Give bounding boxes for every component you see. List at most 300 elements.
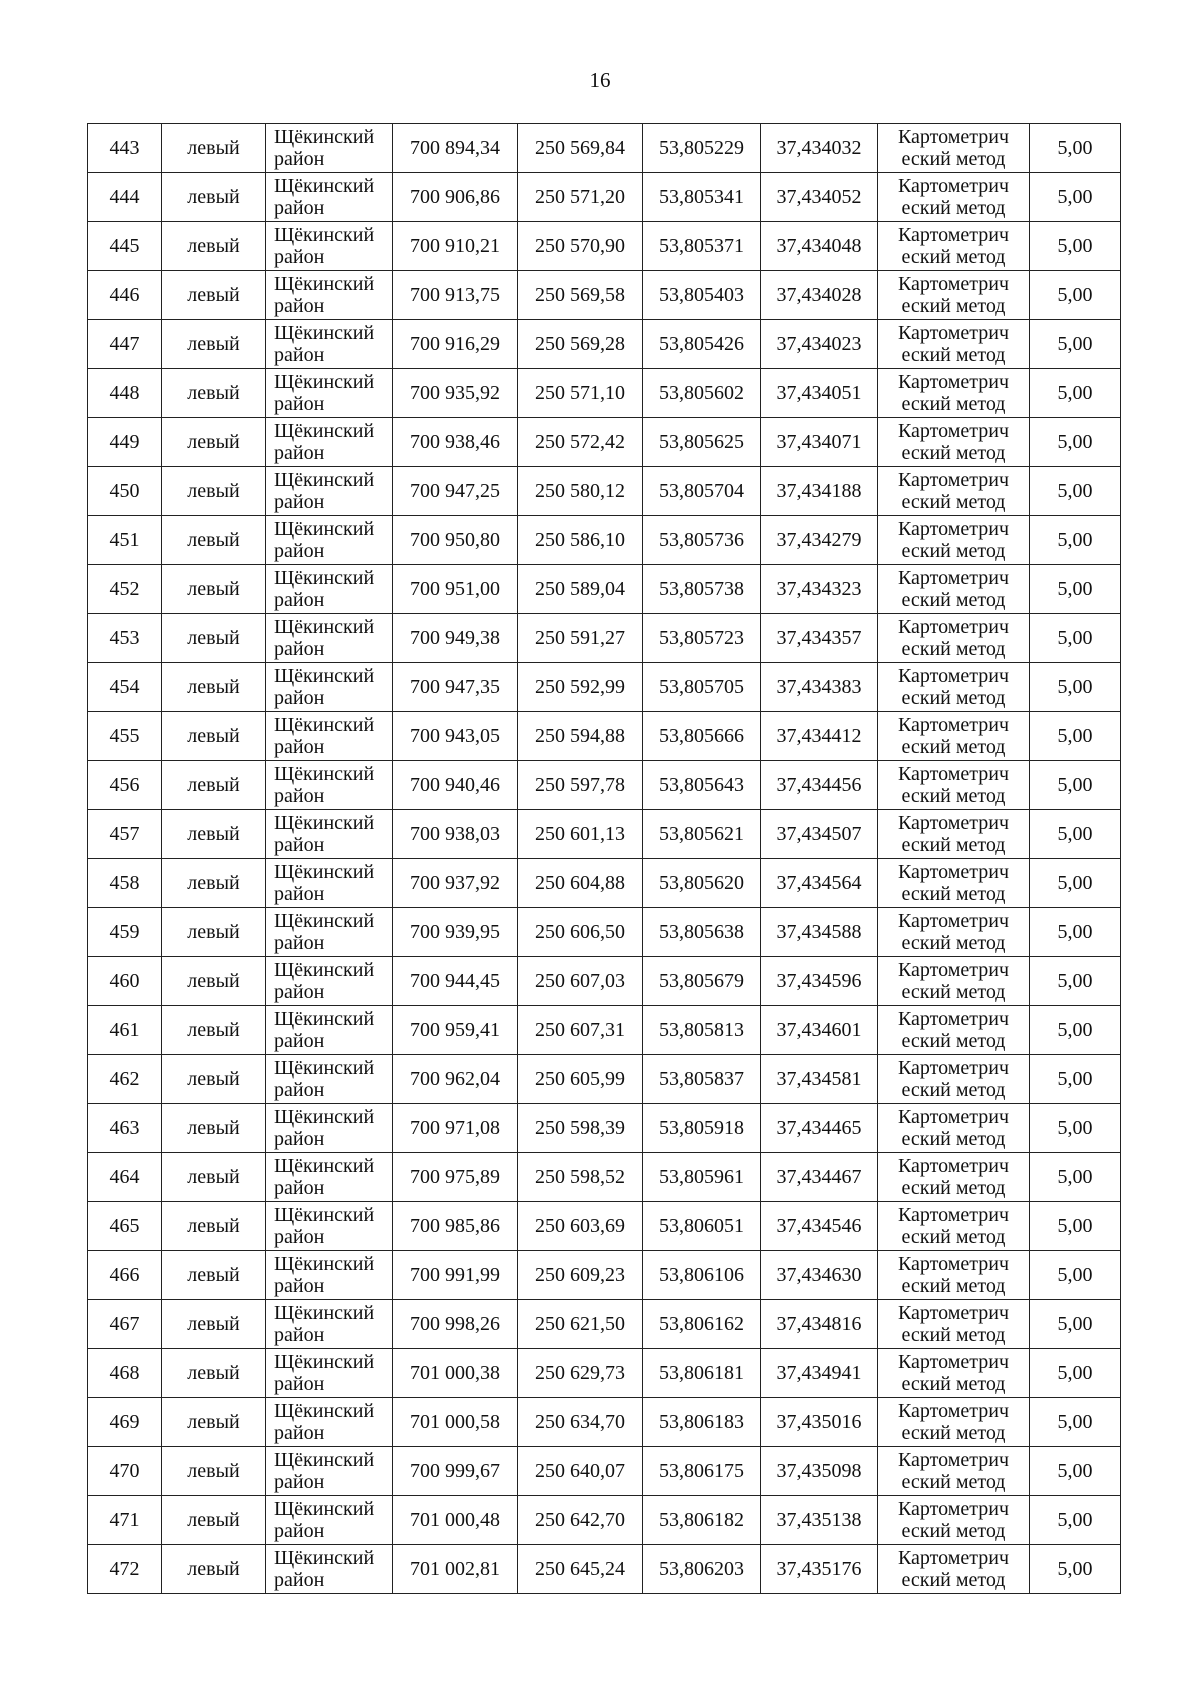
latitude-cell: 53,805229 — [643, 124, 761, 173]
latitude-cell: 53,805403 — [643, 271, 761, 320]
district-line: Щёкинский — [274, 126, 375, 148]
district-line: район — [274, 785, 325, 807]
accuracy-cell: 5,00 — [1030, 1055, 1121, 1104]
latitude-cell: 53,805837 — [643, 1055, 761, 1104]
method-line: Картометрич — [897, 616, 1010, 638]
district-line: Щёкинский — [274, 322, 375, 344]
longitude-cell: 37,434588 — [761, 908, 878, 957]
side-cell: левый — [162, 908, 266, 957]
method-line: Картометрич — [897, 1106, 1010, 1128]
longitude-cell: 37,434028 — [761, 271, 878, 320]
district-line: район — [274, 344, 325, 366]
point-number-cell: 445 — [88, 222, 162, 271]
longitude-cell: 37,434052 — [761, 173, 878, 222]
latitude-cell: 53,805620 — [643, 859, 761, 908]
latitude-cell: 53,805738 — [643, 565, 761, 614]
method-line: Картометрич — [897, 420, 1010, 442]
method-cell — [878, 663, 1030, 712]
longitude-cell: 37,434357 — [761, 614, 878, 663]
district-cell — [266, 908, 393, 957]
point-number-cell: 450 — [88, 467, 162, 516]
district-line: район — [274, 883, 325, 905]
district-cell — [266, 1545, 393, 1594]
method-line: Картометрич — [897, 1155, 1010, 1177]
accuracy-cell: 5,00 — [1030, 1202, 1121, 1251]
method-cell — [878, 516, 1030, 565]
page-number: 16 — [589, 68, 611, 92]
y-coordinate-cell: 250 592,99 — [518, 663, 643, 712]
district-line: Щёкинский — [274, 665, 375, 687]
longitude-cell: 37,434467 — [761, 1153, 878, 1202]
district-line: район — [274, 393, 325, 415]
x-coordinate-cell: 700 962,04 — [393, 1055, 518, 1104]
district-cell — [266, 173, 393, 222]
point-number-cell: 449 — [88, 418, 162, 467]
district-line: Щёкинский — [274, 420, 375, 442]
point-number-cell: 447 — [88, 320, 162, 369]
side-cell: левый — [162, 1300, 266, 1349]
method-line: Картометрич — [897, 1547, 1010, 1569]
method-line: Картометрич — [897, 469, 1010, 491]
district-line: район — [274, 1128, 325, 1150]
method-line: Картометрич — [897, 910, 1010, 932]
accuracy-cell: 5,00 — [1030, 271, 1121, 320]
y-coordinate-cell: 250 607,03 — [518, 957, 643, 1006]
x-coordinate-cell: 700 943,05 — [393, 712, 518, 761]
longitude-cell: 37,435016 — [761, 1398, 878, 1447]
y-coordinate-cell: 250 605,99 — [518, 1055, 643, 1104]
longitude-cell: 37,434412 — [761, 712, 878, 761]
accuracy-cell: 5,00 — [1030, 418, 1121, 467]
table-row — [88, 614, 1121, 663]
district-line: район — [274, 687, 325, 709]
longitude-cell: 37,435098 — [761, 1447, 878, 1496]
method-line: Картометрич — [897, 1204, 1010, 1226]
method-line: Картометрич — [897, 273, 1010, 295]
district-line: Щёкинский — [274, 763, 375, 785]
side-cell: левый — [162, 712, 266, 761]
method-cell — [878, 859, 1030, 908]
point-number-cell: 469 — [88, 1398, 162, 1447]
method-cell — [878, 565, 1030, 614]
district-cell — [266, 859, 393, 908]
side-cell: левый — [162, 516, 266, 565]
y-coordinate-cell: 250 569,58 — [518, 271, 643, 320]
side-cell: левый — [162, 467, 266, 516]
district-line: Щёкинский — [274, 1057, 375, 1079]
longitude-cell: 37,434941 — [761, 1349, 878, 1398]
x-coordinate-cell: 700 939,95 — [393, 908, 518, 957]
method-line: еский метод — [901, 589, 1006, 611]
latitude-cell: 53,805602 — [643, 369, 761, 418]
table-body — [88, 124, 1121, 1594]
side-cell: левый — [162, 1055, 266, 1104]
method-line: еский метод — [901, 932, 1006, 954]
y-coordinate-cell: 250 634,70 — [518, 1398, 643, 1447]
method-cell — [878, 1251, 1030, 1300]
x-coordinate-cell: 700 913,75 — [393, 271, 518, 320]
district-line: район — [274, 491, 325, 513]
table-row — [88, 761, 1121, 810]
y-coordinate-cell: 250 570,90 — [518, 222, 643, 271]
x-coordinate-cell: 700 935,92 — [393, 369, 518, 418]
side-cell: левый — [162, 1545, 266, 1594]
x-coordinate-cell: 700 951,00 — [393, 565, 518, 614]
side-cell: левый — [162, 614, 266, 663]
method-cell — [878, 1300, 1030, 1349]
district-line: Щёкинский — [274, 714, 375, 736]
district-line: район — [274, 295, 325, 317]
y-coordinate-cell: 250 597,78 — [518, 761, 643, 810]
point-number-cell: 452 — [88, 565, 162, 614]
latitude-cell: 53,805625 — [643, 418, 761, 467]
table-row — [88, 516, 1121, 565]
table-row — [88, 369, 1121, 418]
method-line: Картометрич — [897, 1008, 1010, 1030]
district-line: Щёкинский — [274, 1547, 375, 1569]
district-cell — [266, 810, 393, 859]
district-cell — [266, 320, 393, 369]
y-coordinate-cell: 250 645,24 — [518, 1545, 643, 1594]
x-coordinate-cell: 700 998,26 — [393, 1300, 518, 1349]
district-cell — [266, 1153, 393, 1202]
table-row — [88, 859, 1121, 908]
method-line: еский метод — [901, 1569, 1006, 1591]
y-coordinate-cell: 250 598,52 — [518, 1153, 643, 1202]
accuracy-cell: 5,00 — [1030, 859, 1121, 908]
longitude-cell: 37,434816 — [761, 1300, 878, 1349]
y-coordinate-cell: 250 586,10 — [518, 516, 643, 565]
method-line: еский метод — [901, 1177, 1006, 1199]
table-row — [88, 320, 1121, 369]
x-coordinate-cell: 700 940,46 — [393, 761, 518, 810]
x-coordinate-cell: 700 999,67 — [393, 1447, 518, 1496]
table-row — [88, 1447, 1121, 1496]
point-number-cell: 451 — [88, 516, 162, 565]
district-line: Щёкинский — [274, 1155, 375, 1177]
table-row — [88, 565, 1121, 614]
district-line: район — [274, 1471, 325, 1493]
district-cell — [266, 516, 393, 565]
method-cell — [878, 712, 1030, 761]
longitude-cell: 37,434323 — [761, 565, 878, 614]
side-cell: левый — [162, 1447, 266, 1496]
district-cell — [266, 1496, 393, 1545]
point-number-cell: 453 — [88, 614, 162, 663]
district-line: Щёкинский — [274, 1351, 375, 1373]
district-line: район — [274, 1030, 325, 1052]
method-cell — [878, 369, 1030, 418]
y-coordinate-cell: 250 594,88 — [518, 712, 643, 761]
district-line: район — [274, 1373, 325, 1395]
y-coordinate-cell: 250 598,39 — [518, 1104, 643, 1153]
table-row — [88, 1104, 1121, 1153]
table-row — [88, 663, 1121, 712]
side-cell: левый — [162, 369, 266, 418]
district-line: Щёкинский — [274, 1008, 375, 1030]
table-row — [88, 271, 1121, 320]
method-line: еский метод — [901, 1079, 1006, 1101]
accuracy-cell: 5,00 — [1030, 957, 1121, 1006]
district-line: район — [274, 1079, 325, 1101]
longitude-cell: 37,435176 — [761, 1545, 878, 1594]
latitude-cell: 53,805341 — [643, 173, 761, 222]
y-coordinate-cell: 250 603,69 — [518, 1202, 643, 1251]
point-number-cell: 465 — [88, 1202, 162, 1251]
table-row — [88, 418, 1121, 467]
method-line: еский метод — [901, 1226, 1006, 1248]
accuracy-cell: 5,00 — [1030, 1153, 1121, 1202]
y-coordinate-cell: 250 642,70 — [518, 1496, 643, 1545]
district-cell — [266, 761, 393, 810]
table-row — [88, 1496, 1121, 1545]
accuracy-cell: 5,00 — [1030, 810, 1121, 859]
latitude-cell: 53,806181 — [643, 1349, 761, 1398]
point-number-cell: 459 — [88, 908, 162, 957]
y-coordinate-cell: 250 604,88 — [518, 859, 643, 908]
district-line: Щёкинский — [274, 469, 375, 491]
table-row — [88, 1006, 1121, 1055]
y-coordinate-cell: 250 606,50 — [518, 908, 643, 957]
x-coordinate-cell: 700 906,86 — [393, 173, 518, 222]
point-number-cell: 464 — [88, 1153, 162, 1202]
y-coordinate-cell: 250 571,20 — [518, 173, 643, 222]
table-row — [88, 1545, 1121, 1594]
district-line: Щёкинский — [274, 1253, 375, 1275]
method-cell — [878, 1496, 1030, 1545]
y-coordinate-cell: 250 601,13 — [518, 810, 643, 859]
method-line: Картометрич — [897, 224, 1010, 246]
district-cell — [266, 369, 393, 418]
x-coordinate-cell: 700 938,03 — [393, 810, 518, 859]
latitude-cell: 53,805371 — [643, 222, 761, 271]
method-line: еский метод — [901, 736, 1006, 758]
y-coordinate-cell: 250 629,73 — [518, 1349, 643, 1398]
district-cell — [266, 663, 393, 712]
table-row — [88, 173, 1121, 222]
side-cell: левый — [162, 1202, 266, 1251]
side-cell: левый — [162, 859, 266, 908]
accuracy-cell: 5,00 — [1030, 1300, 1121, 1349]
table-row — [88, 1300, 1121, 1349]
district-line: район — [274, 442, 325, 464]
method-line: еский метод — [901, 883, 1006, 905]
side-cell: левый — [162, 565, 266, 614]
method-cell — [878, 1153, 1030, 1202]
district-line: Щёкинский — [274, 959, 375, 981]
district-line: район — [274, 148, 325, 170]
side-cell: левый — [162, 222, 266, 271]
method-cell — [878, 810, 1030, 859]
method-cell — [878, 1055, 1030, 1104]
method-line: Картометрич — [897, 763, 1010, 785]
district-cell — [266, 467, 393, 516]
district-line: Щёкинский — [274, 812, 375, 834]
accuracy-cell: 5,00 — [1030, 1545, 1121, 1594]
method-line: еский метод — [901, 540, 1006, 562]
district-line: Щёкинский — [274, 1498, 375, 1520]
accuracy-cell: 5,00 — [1030, 124, 1121, 173]
method-line: Картометрич — [897, 371, 1010, 393]
table-row — [88, 1349, 1121, 1398]
method-line: еский метод — [901, 785, 1006, 807]
district-cell — [266, 1398, 393, 1447]
district-line: Щёкинский — [274, 910, 375, 932]
district-line: Щёкинский — [274, 273, 375, 295]
district-line: район — [274, 1324, 325, 1346]
side-cell: левый — [162, 320, 266, 369]
point-number-cell: 466 — [88, 1251, 162, 1300]
table-row — [88, 467, 1121, 516]
district-line: Щёкинский — [274, 175, 375, 197]
method-line: еский метод — [901, 393, 1006, 415]
district-cell — [266, 957, 393, 1006]
accuracy-cell: 5,00 — [1030, 222, 1121, 271]
longitude-cell: 37,434465 — [761, 1104, 878, 1153]
method-line: еский метод — [901, 834, 1006, 856]
point-number-cell: 468 — [88, 1349, 162, 1398]
method-cell — [878, 173, 1030, 222]
latitude-cell: 53,806183 — [643, 1398, 761, 1447]
side-cell: левый — [162, 1349, 266, 1398]
district-line: Щёкинский — [274, 1400, 375, 1422]
x-coordinate-cell: 700 944,45 — [393, 957, 518, 1006]
table-row — [88, 957, 1121, 1006]
accuracy-cell: 5,00 — [1030, 1104, 1121, 1153]
method-line: еский метод — [901, 1373, 1006, 1395]
longitude-cell: 37,434564 — [761, 859, 878, 908]
x-coordinate-cell: 700 950,80 — [393, 516, 518, 565]
method-cell — [878, 614, 1030, 663]
point-number-cell: 443 — [88, 124, 162, 173]
district-cell — [266, 1251, 393, 1300]
point-number-cell: 461 — [88, 1006, 162, 1055]
longitude-cell: 37,434048 — [761, 222, 878, 271]
y-coordinate-cell: 250 589,04 — [518, 565, 643, 614]
method-line: Картометрич — [897, 175, 1010, 197]
latitude-cell: 53,805736 — [643, 516, 761, 565]
latitude-cell: 53,805621 — [643, 810, 761, 859]
method-line: еский метод — [901, 638, 1006, 660]
method-line: еский метод — [901, 1471, 1006, 1493]
side-cell: левый — [162, 124, 266, 173]
latitude-cell: 53,806106 — [643, 1251, 761, 1300]
longitude-cell: 37,434383 — [761, 663, 878, 712]
point-number-cell: 446 — [88, 271, 162, 320]
coordinates-table — [87, 123, 1121, 1594]
district-line: Щёкинский — [274, 1204, 375, 1226]
accuracy-cell: 5,00 — [1030, 614, 1121, 663]
table-row — [88, 1251, 1121, 1300]
longitude-cell: 37,434596 — [761, 957, 878, 1006]
method-cell — [878, 1202, 1030, 1251]
latitude-cell: 53,805961 — [643, 1153, 761, 1202]
method-cell — [878, 320, 1030, 369]
side-cell: левый — [162, 957, 266, 1006]
method-line: Картометрич — [897, 1498, 1010, 1520]
district-line: район — [274, 834, 325, 856]
longitude-cell: 37,434032 — [761, 124, 878, 173]
y-coordinate-cell: 250 607,31 — [518, 1006, 643, 1055]
x-coordinate-cell: 700 894,34 — [393, 124, 518, 173]
accuracy-cell: 5,00 — [1030, 467, 1121, 516]
method-line: еский метод — [901, 295, 1006, 317]
accuracy-cell: 5,00 — [1030, 320, 1121, 369]
longitude-cell: 37,434507 — [761, 810, 878, 859]
side-cell: левый — [162, 761, 266, 810]
method-line: Картометрич — [897, 812, 1010, 834]
method-cell — [878, 1545, 1030, 1594]
side-cell: левый — [162, 1153, 266, 1202]
longitude-cell: 37,434581 — [761, 1055, 878, 1104]
method-line: еский метод — [901, 1128, 1006, 1150]
district-cell — [266, 614, 393, 663]
table-row — [88, 1398, 1121, 1447]
point-number-cell: 470 — [88, 1447, 162, 1496]
accuracy-cell: 5,00 — [1030, 565, 1121, 614]
latitude-cell: 53,806182 — [643, 1496, 761, 1545]
method-line: Картометрич — [897, 1302, 1010, 1324]
table-row — [88, 124, 1121, 173]
side-cell: левый — [162, 173, 266, 222]
x-coordinate-cell: 700 947,25 — [393, 467, 518, 516]
x-coordinate-cell: 700 938,46 — [393, 418, 518, 467]
method-line: еский метод — [901, 344, 1006, 366]
method-cell — [878, 1447, 1030, 1496]
x-coordinate-cell: 701 000,48 — [393, 1496, 518, 1545]
district-line: район — [274, 589, 325, 611]
method-line: еский метод — [901, 687, 1006, 709]
district-line: район — [274, 540, 325, 562]
point-number-cell: 456 — [88, 761, 162, 810]
accuracy-cell: 5,00 — [1030, 712, 1121, 761]
method-line: Картометрич — [897, 665, 1010, 687]
y-coordinate-cell: 250 572,42 — [518, 418, 643, 467]
side-cell: левый — [162, 1398, 266, 1447]
method-line: еский метод — [901, 1422, 1006, 1444]
accuracy-cell: 5,00 — [1030, 1006, 1121, 1055]
district-line: район — [274, 1177, 325, 1199]
method-cell — [878, 418, 1030, 467]
side-cell: левый — [162, 418, 266, 467]
x-coordinate-cell: 700 910,21 — [393, 222, 518, 271]
district-line: Щёкинский — [274, 861, 375, 883]
district-line: Щёкинский — [274, 567, 375, 589]
x-coordinate-cell: 700 991,99 — [393, 1251, 518, 1300]
side-cell: левый — [162, 810, 266, 859]
district-line: Щёкинский — [274, 1449, 375, 1471]
longitude-cell: 37,434279 — [761, 516, 878, 565]
district-line: Щёкинский — [274, 1106, 375, 1128]
accuracy-cell: 5,00 — [1030, 761, 1121, 810]
district-line: район — [274, 1226, 325, 1248]
longitude-cell: 37,434601 — [761, 1006, 878, 1055]
method-line: Картометрич — [897, 1400, 1010, 1422]
district-line: Щёкинский — [274, 616, 375, 638]
side-cell: левый — [162, 1006, 266, 1055]
longitude-cell: 37,434071 — [761, 418, 878, 467]
method-line: еский метод — [901, 246, 1006, 268]
point-number-cell: 458 — [88, 859, 162, 908]
point-number-cell: 463 — [88, 1104, 162, 1153]
district-line: район — [274, 197, 325, 219]
district-cell — [266, 712, 393, 761]
district-cell — [266, 1349, 393, 1398]
method-line: Картометрич — [897, 518, 1010, 540]
y-coordinate-cell: 250 571,10 — [518, 369, 643, 418]
accuracy-cell: 5,00 — [1030, 173, 1121, 222]
method-line: еский метод — [901, 1520, 1006, 1542]
